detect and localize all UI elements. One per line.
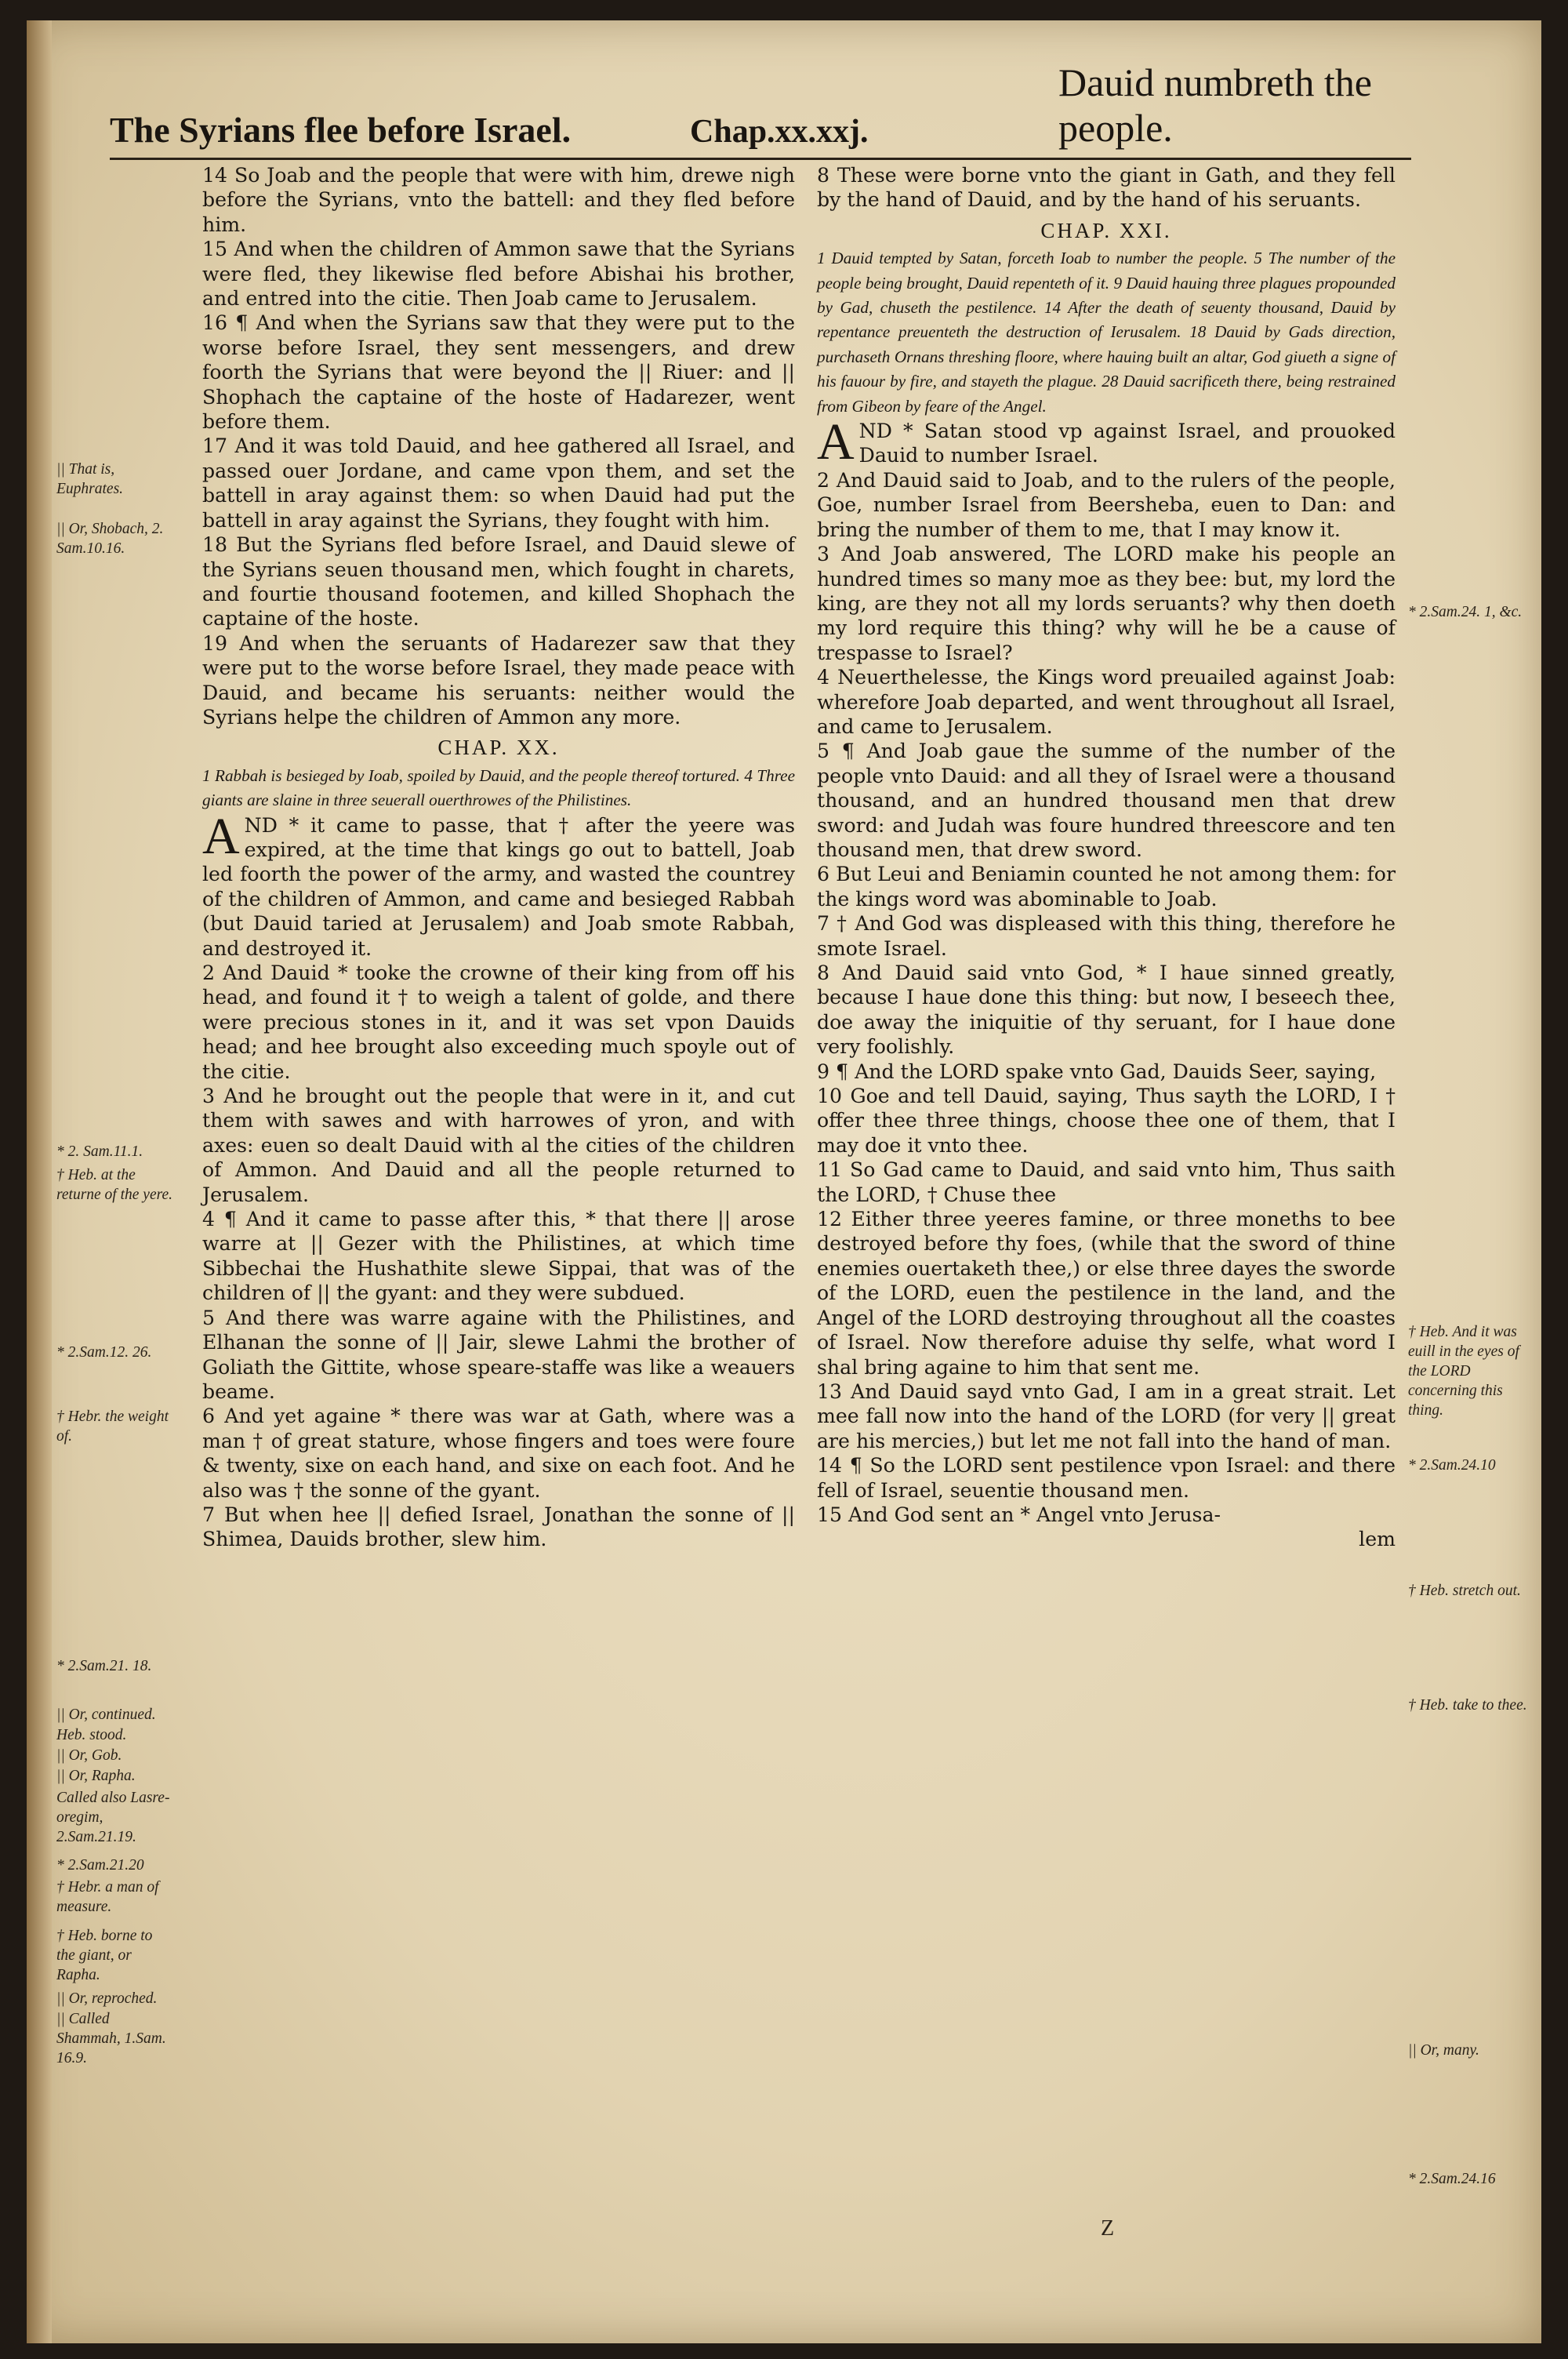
verse: 17 And it was told Dauid, and hee gathered all Israel, and passed ouer Jordane, and came vpon them, and set the battell in aray against them: so when Dauid had put the battell in aray against the Syrians, they fought with him. [202,434,795,532]
opening-text: ND * Satan stood vp against Israel, and prouoked Dauid to number Israel. [858,420,1396,467]
verse: 19 And when the seruants of Hadarezer saw that they were put to the worse before Israel, they made peace with Dauid, and became his seruants: neither would the Syrians helpe the children of Ammon any more. [202,631,795,729]
margin-note: Called also Lasre-oregim, 2.Sam.21.19. [56,1790,170,1845]
margin-note: || Or, Gob. [56,1747,122,1764]
verse: 7 † And God was displeased with this thing, therefore he smote Israel. [817,912,1396,960]
header-chapter: Chap.xx.xxj. [690,114,869,150]
verse: 15 And when the children of Ammon sawe that the Syrians were fled, they likewise fled before Abishai his brother, and entred into the citie. Then Joab came to Jerusalem. [202,238,795,311]
margin-note: † Hebr. the weight of. [56,1408,169,1445]
verse: 11 So Gad came to Dauid, and said vnto him, Thus saith the LORD, † Chuse thee [817,1158,1396,1206]
margin-note: * 2.Sam.24.10 [1408,1457,1496,1474]
verse: 6 And yet againe * there was war at Gath, where was a man † of great stature, whose fingers and toes were foure & twenty, sixe on each hand, and sixe on each foot. And he also was † the sonne of the gyant. [202,1405,795,1502]
verse: 4 ¶ And it came to passe after this, * that there || arose warre at || Gezer with the Philistines, at which time Sibbechai the Hushathite slewe Sippai, that was of the children of || the gyant: and they were subdued. [202,1208,795,1305]
verse: 5 ¶ And Joab gaue the summe of the number of the people vnto Dauid: and all they of Israel were a thousand thousand, and an hundred thousand men that drew sword: and Judah was foure hundred threescore and ten thousand men, that drew sword. [817,740,1396,861]
catchword: lem [1359,1528,1396,1551]
verse: 14 So Joab and the people that were with him, drewe nigh before the Syrians, vnto the battell: and they fled before him. [202,164,795,236]
chapter-heading: CHAP. XX. [437,736,560,760]
margin-note: || Called Shammah, 1.Sam. 16.9. [56,2011,166,2066]
verse: 2 And Dauid * tooke the crowne of their king from off his head, and found it † to weigh a talent of golde, and there were precious stones in it, and it was set vpon Dauids head; and hee brought also exceeding much spoyle out of the citie. [202,961,795,1083]
margin-note: † Heb. take to thee. [1408,1697,1527,1714]
verse: 3 And Joab answered, The LORD make his people an hundred times so many moe as they bee: but, my lord the king, are they not all my lords seruants? why then doeth my lord require this thing? why will he be a cause of trespasse to Israel? [817,543,1396,664]
chapter-summary: 1 Dauid tempted by Satan, forceth Ioab to number the people. 5 The number of the people being brought, Dauid repenteth of it. 9 Dauid hauing three plagues propounded by Gad, chuseth the pestilence. 14 After the death of seuenty thousand, Dauid by repentance preuenteth the destruction of Ierusalem. 18 Dauid by Gads direction, purchaseth Ornans threshing floore, where hauing built an altar, God giueth a signe of his fauour by fire, and stayeth the plague. 28 Dauid sacrificeth there, being restrained from Gibeon by feare of the Angel. [817,249,1396,416]
verse: 3 And he brought out the people that were in it, and cut them with sawes and with harrowes of yron, and with axes: euen so dealt Dauid with al the cities of the children of Ammon. And Dauid and all the people returned to Jerusalem. [202,1085,795,1206]
margin-note: || Or, continued. [56,1707,156,1723]
margin-note: † Heb. borne to the giant, or Rapha. [56,1928,153,1983]
verse: 6 But Leui and Beniamin counted he not among them: for the kings word was abominable to Joab. [817,863,1396,911]
verse: 14 ¶ So the LORD sent pestilence vpon Israel: and there fell of Israel, seuentie thousand men. [817,1454,1396,1502]
drop-cap: A [202,807,240,865]
verse: 16 ¶ And when the Syrians saw that they were put to the worse before Israel, they sent messengers, and drew foorth the Syrians that were beyond the || Riuer: and || Shophach the captaine of the hoste of Hadarezer, went before them. [202,311,795,434]
margin-note: * 2.Sam.24.16 [1408,2171,1496,2187]
signature-mark: Z [1101,2216,1115,2241]
margin-note: * 2.Sam.12. 26. [56,1344,152,1361]
chapter-opening [202,807,795,961]
verse: 13 And Dauid sayd vnto Gad, I am in a great strait. Let mee fall now into the hand of the LORD (for very || great are his mercies,) but let me not fall into the hand of man. [817,1379,1396,1452]
book-page [27,20,1541,2343]
margin-note: Heb. stood. [56,1727,127,1743]
verse: 8 These were borne vnto the giant in Gath, and they fell by the hand of Dauid, and by the hand of his seruants. [817,164,1396,212]
left-text-column [202,163,795,1552]
margin-note: * 2.Sam.21. 18. [56,1658,152,1674]
drop-cap: A [817,413,855,471]
margin-note: || That is, Euphrates. [56,461,124,497]
margin-note: † Heb. And it was euill in the eyes of the LORD concerning this thing. [1408,1324,1519,1419]
verse: 15 And God sent an * Angel vnto Jerusa- [817,1503,1221,1526]
verse: 7 But when hee || defied Israel, Jonathan the sonne of || Shimea, Dauids brother, slew him. [202,1503,795,1551]
right-text-column [817,163,1396,1552]
chapter-summary: 1 Rabbah is besieged by Ioab, spoiled by Dauid, and the people thereof tortured. 4 Three giants are slaine in three seuerall ouerthrowes of the Philistines. [202,765,795,810]
margin-note: * 2.Sam.21.20 [56,1857,144,1874]
margin-note: || Or, many. [1408,2042,1479,2059]
running-header [94,60,1427,168]
verse: 4 Neuerthelesse, the Kings word preuailed against Joab: wherefore Joab departed, and went throughout all Israel, and came to Jerusalem. [817,666,1396,738]
chapter-opening [817,413,1396,471]
header-right-title: Dauid numbreth the people. [1058,60,1372,150]
margin-note: || Or, reproched. [56,1990,158,2007]
verse: 5 And there was warre againe with the Philistines, and Elhanan the sonne of || Jair, slewe Lahmi the brother of Goliath the Gittite, whose speare-staffe was like a weauers beame. [202,1306,795,1403]
margin-note: † Heb. stretch out. [1408,1583,1521,1599]
verse: 8 And Dauid said vnto God, * I haue sinned greatly, because I haue done this thing: but now, I beseech thee, doe away the iniquitie of thy seruant, for I haue done very foolishly. [817,961,1396,1059]
margin-note: † Hebr. a man of measure. [56,1879,159,1915]
margin-note: † Heb. at the returne of the yere. [56,1167,173,1203]
verse: 10 Goe and tell Dauid, saying, Thus sayth the LORD, I † offer thee three things, choose thee one of them, that I may doe it vnto thee. [817,1085,1396,1157]
header-left-title: The Syrians flee before Israel. [110,110,572,150]
verse: 9 ¶ And the LORD spake vnto Gad, Dauids Seer, saying, [817,1060,1377,1083]
page-gutter [27,20,52,2343]
margin-note: * 2.Sam.24. 1, &c. [1408,604,1523,620]
margin-note: || Or, Rapha. [56,1768,136,1784]
verse: 2 And Dauid said to Joab, and to the rulers of the people, Goe, number Israel from Beersheba, euen to Dan: and bring the number of them to me, that I may know it. [817,468,1396,541]
margin-note: || Or, Shobach, 2. Sam.10.16. [56,521,164,557]
verse: 12 Either three yeeres famine, or three moneths to bee destroyed before thy foes, (while that the sword of thine enemies ouertaketh thee,) or else three dayes the sworde of the LORD, euen the pestilence in the land, and the Angel of the LORD destroying throughout all the coastes of Israel. Now therefore aduise thy selfe, what word I shal bring againe to him that sent me. [817,1208,1396,1379]
verse: 18 But the Syrians fled before Israel, and Dauid slewe of the Syrians seuen thousand men, which fought in charets, and fourtie thousand footemen, and killed Shophach the captaine of the hoste. [202,533,795,631]
chapter-heading: CHAP. XXI. [1040,218,1172,242]
opening-text: ND * it came to passe, that † after the yeere was expired, at the time that kings go out to battell, Joab led foorth the power of the army, and wasted the countrey of the children of Ammon, and came and besieged Rabbah (but Dauid taried at Jerusalem) and Joab smote Rabbah, and destroyed it. [202,813,795,960]
margin-note: * 2. Sam.11.1. [56,1143,143,1160]
header-rule [110,158,1411,160]
